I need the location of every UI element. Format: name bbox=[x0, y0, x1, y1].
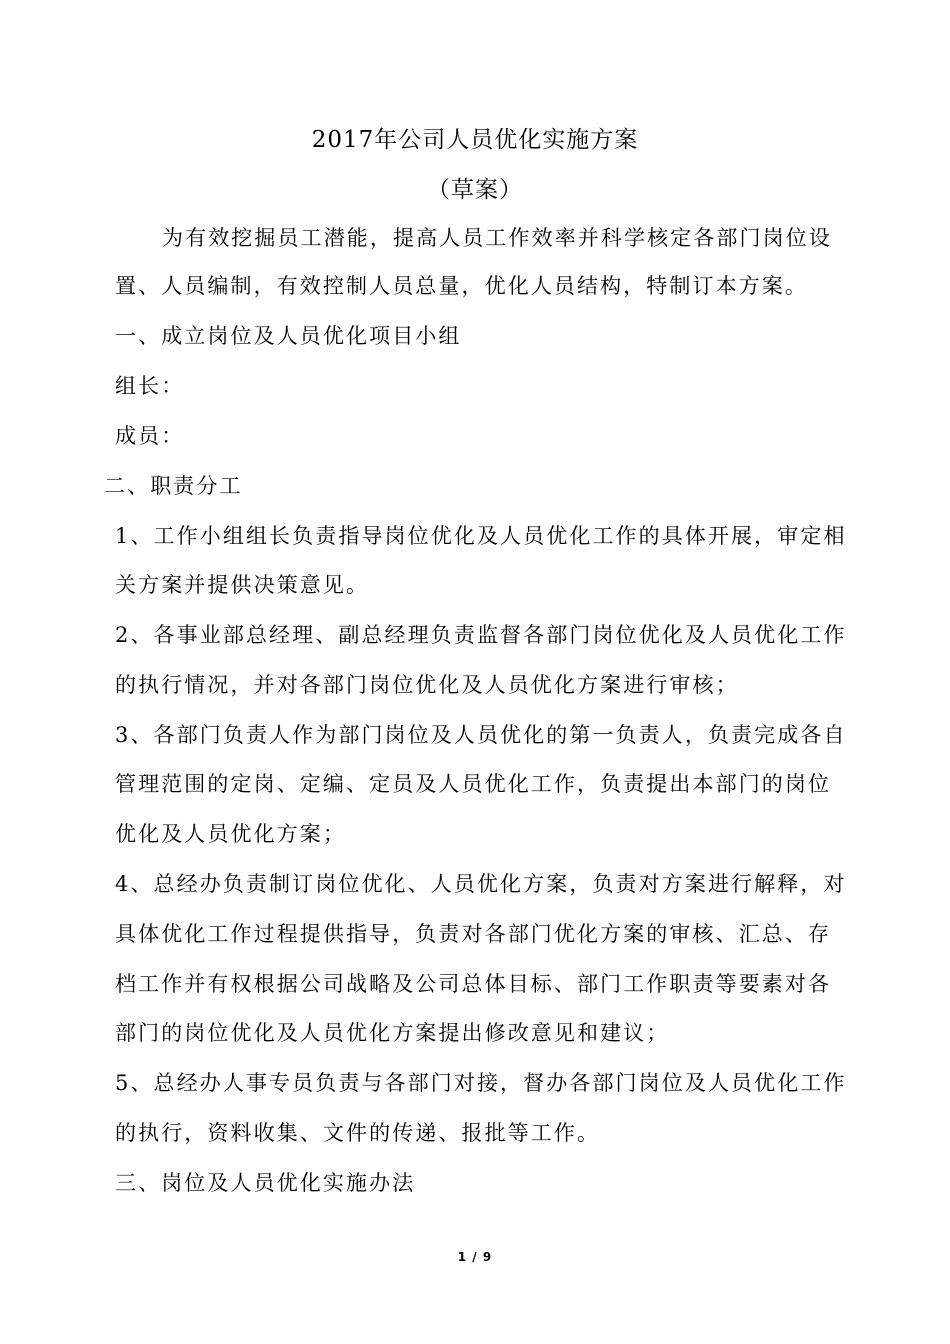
duty-item-4-line-4: 部门的岗位优化及人员优化方案提出修改意见和建议； bbox=[115, 1021, 670, 1045]
section1-heading: 一、成立岗位及人员优化项目小组 bbox=[115, 324, 462, 348]
duty-item-1-line-1: 1、工作小组组长负责指导岗位优化及人员优化工作的具体开展，审定相 bbox=[115, 524, 847, 548]
duty-item-4-line-2: 具体优化工作过程提供指导，负责对各部门优化方案的审核、汇总、存 bbox=[115, 922, 832, 946]
section1-members-label: 成员： bbox=[115, 424, 185, 448]
duty-item-5-line-1: 5、总经办人事专员负责与各部门对接，督办各部门岗位及人员优化工作 bbox=[115, 1071, 847, 1095]
duty-item-2-line-1: 2、各事业部总经理、副总经理负责监督各部门岗位优化及人员优化工作 bbox=[115, 623, 847, 647]
section3-heading: 三、岗位及人员优化实施办法 bbox=[115, 1171, 416, 1195]
section2-heading: 二、职责分工 bbox=[104, 474, 243, 498]
duty-item-4-line-3: 档工作并有权根据公司战略及公司总体目标、部门工作职责等要素对各 bbox=[115, 972, 832, 996]
duty-item-2-line-2: 的执行情况，并对各部门岗位优化及人员优化方案进行审核； bbox=[115, 673, 739, 697]
document-subtitle: （草案） bbox=[427, 177, 523, 203]
intro-line-1: 为有效挖掘员工潜能，提高人员工作效率并科学核定各部门岗位设 bbox=[162, 226, 832, 250]
duty-item-3-line-2: 管理范围的定岗、定编、定员及人员优化工作，负责提出本部门的岗位 bbox=[115, 772, 832, 796]
duty-item-5-line-2: 的执行，资料收集、文件的传递、报批等工作。 bbox=[115, 1121, 601, 1145]
duty-item-3-line-1: 3、各部门负责人作为部门岗位及人员优化的第一负责人，负责完成各自 bbox=[115, 723, 847, 747]
document-title: 2017年公司人员优化实施方案 bbox=[311, 127, 639, 153]
duty-item-1-line-2: 关方案并提供决策意见。 bbox=[115, 573, 370, 597]
duty-item-4-line-1: 4、总经办负责制订岗位优化、人员优化方案，负责对方案进行解释，对 bbox=[115, 872, 847, 896]
section1-leader-label: 组长： bbox=[115, 374, 185, 398]
duty-item-3-line-3: 优化及人员优化方案； bbox=[115, 822, 346, 846]
intro-line-2: 置、人员编制，有效控制人员总量，优化人员结构，特制订本方案。 bbox=[115, 274, 808, 298]
page-number: 1 / 9 bbox=[457, 1250, 493, 1264]
